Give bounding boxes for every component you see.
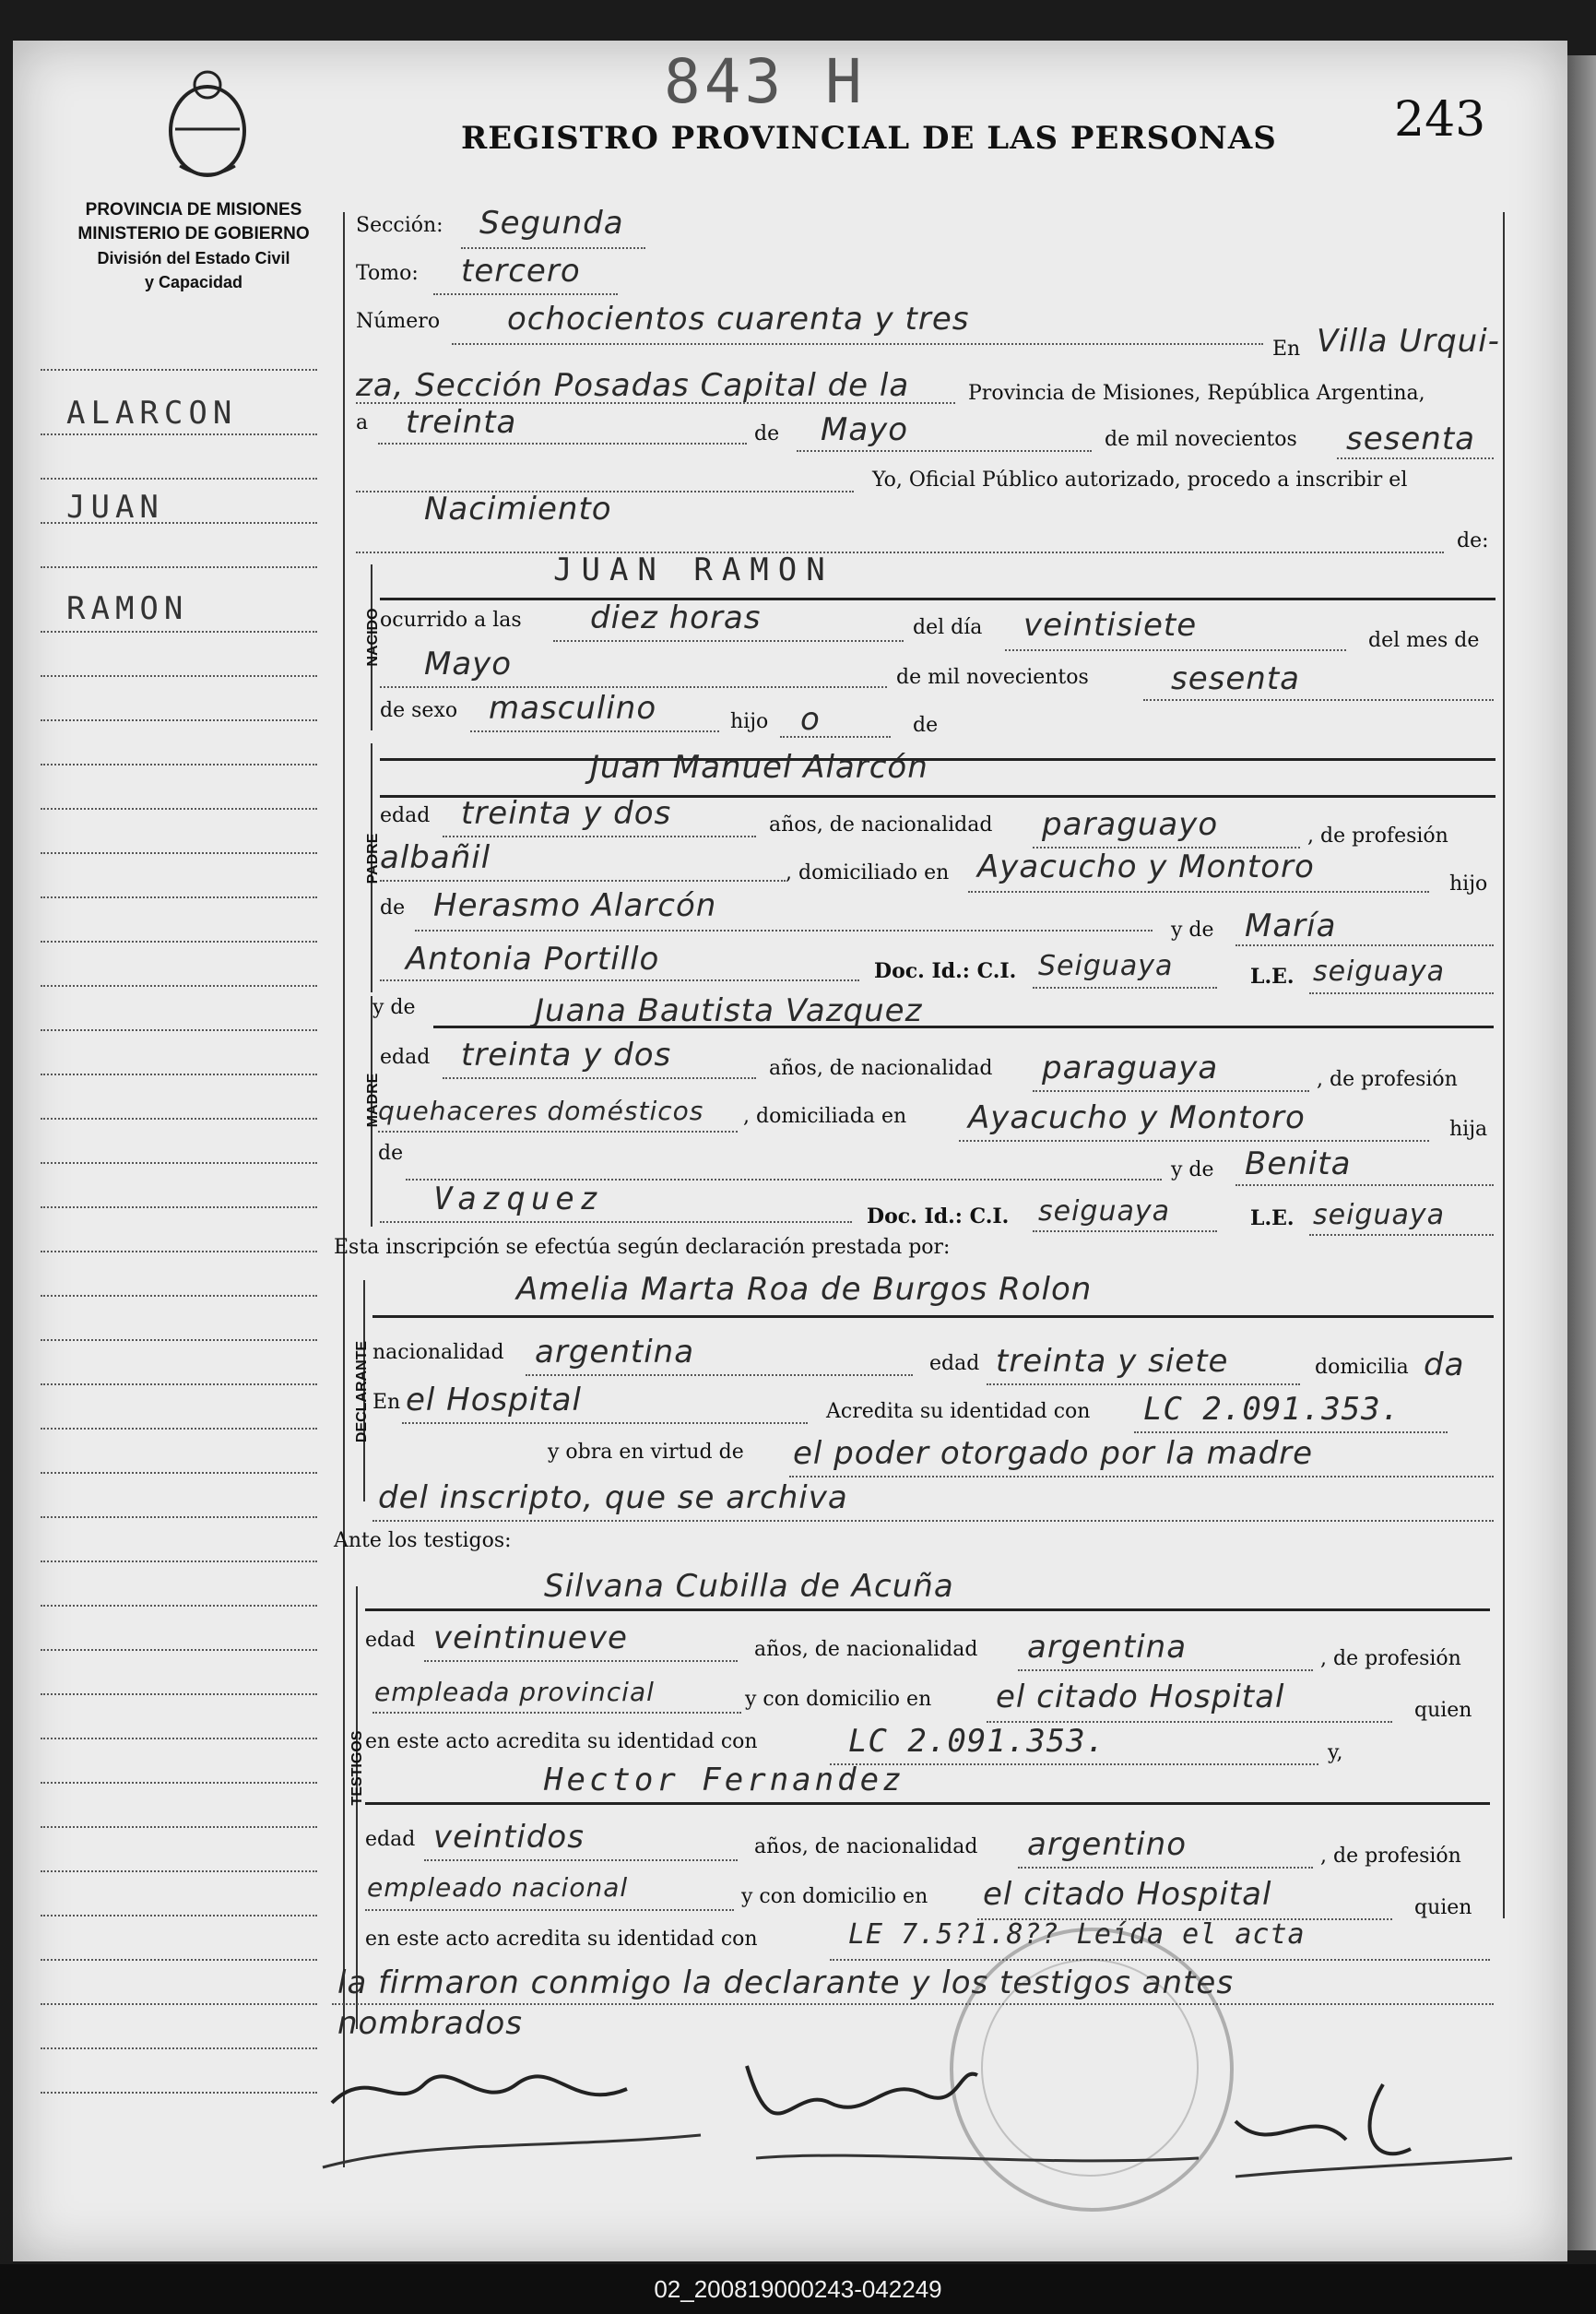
value-testigo2-profesion: empleado nacional — [367, 1872, 629, 1903]
label-del-mes: del mes de — [1368, 629, 1480, 652]
value-madre-domicilio: Ayacucho y Montoro — [968, 1099, 1306, 1136]
label-declarante-edad: edad — [929, 1352, 980, 1375]
ministry-block — [46, 198, 341, 294]
value-declarante-edad: treinta y siete — [996, 1343, 1229, 1380]
value-tipo: Nacimiento — [424, 491, 612, 528]
label-testigo1-quien: quien — [1414, 1699, 1472, 1722]
label-ocurrido: ocurrido a las — [380, 609, 522, 632]
label-de-sexo: de sexo — [380, 699, 458, 722]
section-declarante: DECLARANTE — [354, 1340, 370, 1443]
label-testigo2-edad: edad — [365, 1828, 416, 1851]
value-declarante-obra-cont: del inscripto, que se archiva — [378, 1479, 848, 1516]
margin-surname: ALARCON — [66, 395, 238, 432]
margin-divider — [343, 212, 345, 2167]
label-yo: Yo, Oficial Público autorizado, procedo a inscribir el — [872, 469, 1408, 492]
coat-of-arms-icon — [157, 65, 258, 184]
label-padre-doc-id: Doc. Id.: C.I. — [874, 959, 1017, 983]
image-id-footer: 02_200819000243-042249 — [0, 2264, 1596, 2314]
label-en: En — [1272, 338, 1301, 361]
label-declarante-acredita: Acredita su identidad con — [826, 1400, 1091, 1423]
value-padre-madre: María — [1245, 908, 1337, 944]
value-dia-nac: veintisiete — [1023, 607, 1198, 644]
closing-line-2: nombrados — [337, 2005, 523, 2042]
page-edge — [1567, 55, 1596, 2250]
value-sexo: masculino — [489, 690, 657, 727]
label-seccion: Sección: — [356, 214, 443, 237]
value-madre-ci: seiguaya — [1038, 1195, 1170, 1228]
label-testigo1-domicilio: y con domicilio en — [745, 1688, 932, 1711]
value-madre-le: seiguaya — [1313, 1199, 1445, 1231]
value-nombre: JUAN RAMON — [553, 552, 834, 588]
signatures — [313, 2047, 1531, 2195]
margin-first-name: JUAN — [66, 489, 164, 526]
value-testigo2-nombre: Hector Fernandez — [544, 1762, 905, 1798]
value-testigo1-nombre: Silvana Cubilla de Acuña — [544, 1568, 954, 1605]
label-testigo1-profesion: , de profesión — [1320, 1647, 1461, 1670]
label-padre-edad: edad — [380, 804, 431, 827]
value-anio: sesenta — [1346, 421, 1475, 457]
label-padre-le: L.E. — [1250, 965, 1295, 989]
label-madre-anos-nac: años, de nacionalidad — [769, 1057, 993, 1080]
label-de-mil: de mil novecientos — [1105, 428, 1297, 451]
ministry-division: División del Estado Civil — [97, 249, 290, 267]
label-madre-edad: edad — [380, 1046, 431, 1069]
form-right-border — [1503, 212, 1505, 1918]
label-madre-domiciliada: , domiciliada en — [743, 1105, 907, 1128]
value-madre-edad: treinta y dos — [461, 1037, 672, 1074]
value-padre-padre: Herasmo Alarcón — [433, 887, 717, 924]
label-hijo: hijo — [730, 710, 769, 733]
label-de-hijo: de — [913, 714, 939, 737]
section-nacido: NACIDO — [365, 608, 381, 667]
page-number: 243 — [1394, 92, 1486, 148]
value-declarante-en: el Hospital — [406, 1382, 582, 1418]
value-madre-madre: Benita — [1245, 1145, 1352, 1182]
handwritten-file-number: 843 H — [664, 46, 866, 117]
ministry-name: MINISTERIO DE GOBIERNO — [77, 224, 310, 243]
label-testigo2-acredita: en este acto acredita su identidad con — [365, 1928, 758, 1951]
value-madre-nacionalidad: paraguaya — [1042, 1050, 1219, 1086]
label-testigo2-anos-nac: años, de nacionalidad — [754, 1835, 978, 1858]
value-madre-nombre: Juana Bautista Vazquez — [535, 992, 923, 1029]
value-testigo2-domicilio: el citado Hospital — [983, 1876, 1272, 1913]
label-madre-le: L.E. — [1250, 1206, 1295, 1230]
value-anio-nac: sesenta — [1171, 660, 1300, 697]
value-padre-edad: treinta y dos — [461, 795, 672, 832]
label-padre-de: de — [380, 896, 406, 920]
value-mes-nac: Mayo — [424, 646, 513, 682]
value-declarante-domicilia-sufijo: da — [1424, 1347, 1465, 1383]
label-testigo2-quien: quien — [1414, 1896, 1472, 1919]
label-madre-doc-id: Doc. Id.: C.I. — [867, 1204, 1010, 1228]
value-testigo1-nacionalidad: argentina — [1027, 1629, 1188, 1666]
label-a: a — [356, 411, 369, 434]
value-testigo2-nacionalidad: argentino — [1027, 1826, 1187, 1863]
value-padre-madre-cont: Antonia Portillo — [406, 941, 660, 978]
value-padre-domicilio: Ayacucho y Montoro — [977, 848, 1315, 885]
label-testigo2-domicilio: y con domicilio en — [741, 1885, 928, 1908]
value-seccion: Segunda — [479, 205, 624, 242]
label-testigo2-profesion: , de profesión — [1320, 1845, 1461, 1868]
label-padre-y-de: y de — [1171, 919, 1214, 942]
label-declarante-en: En — [372, 1391, 401, 1414]
label-provincia: Provincia de Misiones, República Argentina, — [968, 382, 1425, 405]
value-testigo2-edad: veintidos — [433, 1819, 585, 1856]
label-esta-inscripcion: Esta inscripción se efectúa según declaración prestada por: — [334, 1236, 951, 1259]
ministry-province: PROVINCIA DE MISIONES — [85, 200, 302, 220]
closing-line-1: la firmaron conmigo la declarante y los testigos antes — [337, 1964, 1235, 2001]
value-mes: Mayo — [821, 411, 909, 448]
label-testigo1-y: y, — [1328, 1741, 1343, 1764]
value-declarante-identidad: LC 2.091.353. — [1143, 1391, 1401, 1428]
label-padre-profesion: , de profesión — [1307, 825, 1448, 848]
value-testigo1-identidad: LC 2.091.353. — [848, 1723, 1106, 1760]
value-declarante-obra: el poder otorgado por la madre — [793, 1435, 1314, 1472]
value-padre-nacionalidad: paraguayo — [1042, 806, 1219, 843]
label-tomo: Tomo: — [356, 262, 419, 285]
margin-second-name: RAMON — [66, 590, 189, 627]
label-numero: Número — [356, 310, 441, 333]
value-madre-profesion: quehaceres domésticos — [378, 1096, 704, 1126]
section-madre: MADRE — [365, 1073, 381, 1128]
value-padre-ci: Seiguaya — [1038, 950, 1174, 982]
value-padre-le: seiguaya — [1313, 955, 1445, 988]
label-padre-anos-nac: años, de nacionalidad — [769, 813, 993, 837]
label-padre-domiciliado: , domiciliado en — [786, 861, 950, 884]
label-testigo1-anos-nac: años, de nacionalidad — [754, 1638, 978, 1661]
label-de: de — [754, 422, 780, 445]
value-padre-nombre: Juan Manuel Alarcón — [590, 749, 928, 786]
value-madre-madre-cont: Vazquez — [433, 1181, 605, 1217]
label-de-mil-nac: de mil novecientos — [896, 666, 1089, 689]
label-testigo1-acredita: en este acto acredita su identidad con — [365, 1730, 758, 1753]
value-declarante-nombre: Amelia Marta Roa de Burgos Rolon — [516, 1271, 1093, 1308]
value-tomo: tercero — [461, 253, 581, 290]
label-declarante-obra: y obra en virtud de — [548, 1441, 744, 1464]
value-hijo-sufijo: o — [800, 701, 821, 738]
value-testigo2-identidad: LE 7.5?1.8?? Leída el acta — [848, 1918, 1306, 1951]
page-title: REGISTRO PROVINCIAL DE LAS PERSONAS — [461, 120, 1277, 157]
value-padre-profesion: albañil — [380, 839, 491, 876]
label-de-colon: de: — [1457, 529, 1489, 552]
label-madre-de: de — [378, 1142, 404, 1165]
value-testigo1-profesion: empleada provincial — [374, 1677, 655, 1707]
label-madre-hija: hija — [1449, 1118, 1488, 1141]
label-madre-profesion: , de profesión — [1317, 1068, 1458, 1091]
value-testigo1-edad: veintinueve — [433, 1620, 628, 1656]
label-ante-testigos: Ante los testigos: — [334, 1529, 512, 1552]
value-hora: diez horas — [590, 599, 762, 636]
label-padre-hijo: hijo — [1449, 872, 1488, 896]
value-testigo1-domicilio: el citado Hospital — [996, 1679, 1285, 1715]
label-testigo1-edad: edad — [365, 1629, 416, 1652]
value-en-cont: za, Sección Posadas Capital de la — [356, 367, 910, 404]
label-madre-y-de-abuela: y de — [1171, 1158, 1214, 1181]
label-declarante-domicilia: domicilia — [1315, 1356, 1409, 1379]
ministry-division-cont: y Capacidad — [144, 273, 243, 291]
label-del-dia: del día — [913, 616, 983, 639]
value-declarante-nacionalidad: argentina — [535, 1334, 695, 1371]
section-testigos: TESTIGOS — [349, 1730, 365, 1806]
label-madre-y-de: y de — [372, 996, 416, 1019]
value-dia: treinta — [406, 404, 517, 441]
label-declarante-nacionalidad: nacionalidad — [372, 1341, 504, 1364]
section-padre: PADRE — [365, 833, 381, 884]
value-en: Villa Urqui- — [1317, 323, 1500, 360]
value-numero: ochocientos cuarenta y tres — [507, 301, 970, 338]
